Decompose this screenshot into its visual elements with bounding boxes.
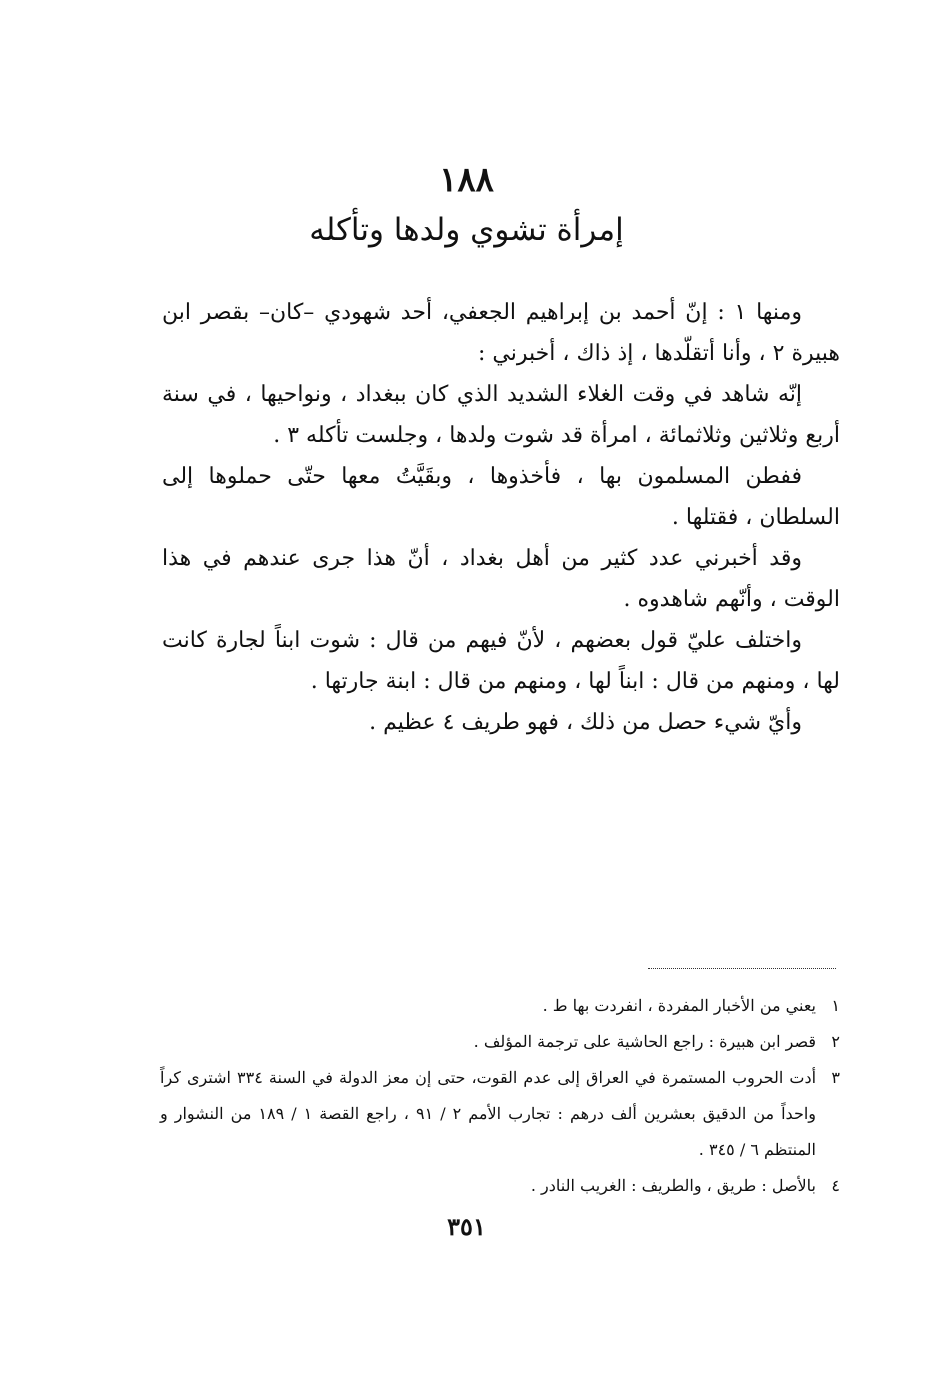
footnote-number: ٢ (831, 1032, 840, 1051)
footnote-text: يعني من الأخبار المفردة ، انفردت بها ط . (542, 996, 816, 1015)
footnote (160, 1024, 840, 1060)
paragraph: إنّه شاهد في وقت الغلاء الشديد الذي كان ببغداد ، ونواحيها ، في سنة أربع وثلاثين وثلاثمائة ، امرأة قد شوت ولدها ، وجلست تأكله ٣ . (162, 382, 840, 448)
paragraph: وقد أخبرني عدد كثير من أهل بغداد ، أنّ هذا جرى عندهم في هذا الوقت ، وأنّهم شاهدوه . (162, 546, 840, 612)
story-body (162, 292, 840, 743)
footnote (160, 1060, 840, 1168)
footnote (160, 988, 840, 1024)
page-number: ٣٥١ (447, 1212, 486, 1241)
paragraph: ومنها ١ : إنّ أحمد بن إبراهيم الجعفي، أحد شهودي –كان– بقصر ابن هبيرة ٢ ، وأنا أتقلّدها ، إذ ذاك ، أخبرني : (162, 300, 840, 366)
footnote-number: ٣ (831, 1068, 840, 1087)
paragraph: وأيّ شيء حصل من ذلك ، فهو طريف ٤ عظيم . (369, 710, 802, 735)
footnotes (160, 988, 840, 1204)
footnote-text: بالأصل : طريق ، والطريف : الغريب النادر . (530, 1176, 816, 1195)
story-number: ١٨٨ (439, 160, 494, 200)
footnote-number: ٤ (831, 1176, 840, 1195)
footnote-number: ١ (831, 996, 840, 1015)
footnote-text: أدت الحروب المستمرة في العراق إلى عدم القوت، حتى إن معز الدولة في السنة ٣٣٤ اشترى كراً واحداً من الدقيق بعشرين ألف درهم : تجارب الأمم ٢ / ٩١ ، راجع القصة ١ / ١٨٩ من النشوار و المنتظم ٦ / ٣٤٥ . (160, 1068, 817, 1159)
footnote-divider (648, 968, 836, 969)
footnote (160, 1168, 840, 1204)
story-title: إمرأة تشوي ولدها وتأكله (309, 212, 624, 248)
paragraph: ففطن المسلمون بها ، فأخذوها ، وبقَيَّتُ معها حتّى حملوها إلى السلطان ، فقتلها . (162, 464, 840, 530)
footnote-text: قصر ابن هبيرة : راجع الحاشية على ترجمة المؤلف . (473, 1032, 816, 1051)
paragraph: واختلف عليّ قول بعضهم ، لأنّ فيهم من قال : شوت ابناً لجارة كانت لها ، ومنهم من قال : ابناً لها ، ومنهم من قال : ابنة جارتها . (162, 628, 840, 694)
